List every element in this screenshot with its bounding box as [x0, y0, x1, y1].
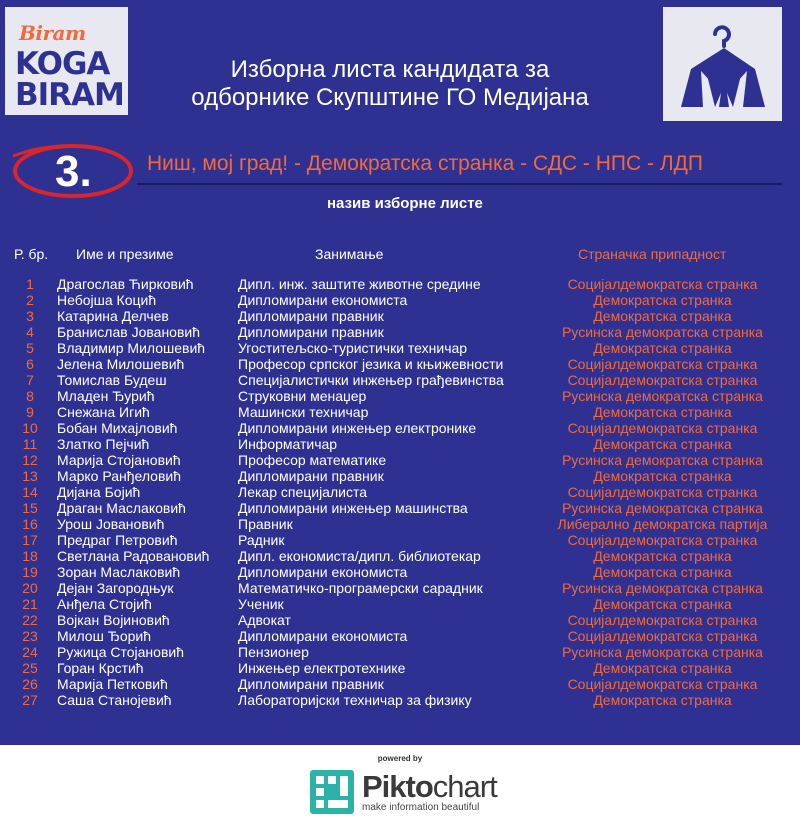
list-number: 3. [55, 147, 92, 196]
candidate-party: Социјалдемократска странка [567, 532, 758, 548]
brand-part-b: chart [432, 769, 497, 804]
logo-line-3: BIRAM [15, 77, 124, 113]
candidate-list [0, 276, 800, 708]
candidate-name: Анђела Стојић [57, 596, 152, 612]
candidate-occupation: Дипл. економиста/дипл. библиотекар [238, 548, 481, 564]
candidate-occupation: Правник [238, 516, 293, 532]
candidate-number: 12 [22, 452, 38, 468]
candidate-name: Бранислав Јовановић [57, 324, 201, 340]
title-line-1: Изборна листа кандидата за [230, 56, 550, 83]
candidate-occupation: Информатичар [238, 436, 338, 452]
candidate-number: 6 [26, 356, 34, 372]
candidate-number: 8 [26, 388, 34, 404]
list-name-underline [137, 183, 782, 185]
candidate-name: Урош Јовановић [57, 516, 165, 532]
candidate-occupation: Дипломирани инжењер електронике [238, 420, 477, 436]
candidate-occupation: Дипл. инж. заштите животне средине [238, 276, 481, 292]
candidate-occupation: Дипломирани правник [238, 324, 384, 340]
candidate-row [0, 436, 800, 452]
candidate-row [0, 484, 800, 500]
candidate-party: Социјалдемократска странка [567, 676, 758, 692]
candidate-party: Русинска демократска странка [562, 580, 763, 596]
candidate-number: 2 [26, 292, 34, 308]
candidate-party: Русинска демократска странка [562, 324, 763, 340]
logo-line-2: KOGA [15, 46, 110, 82]
piktochart-brand [362, 769, 497, 805]
candidate-row [0, 628, 800, 644]
candidate-occupation: Дипломирани правник [238, 308, 384, 324]
candidate-row [0, 340, 800, 356]
piktochart-footer [0, 745, 800, 825]
candidate-party: Либерално демократска партија [557, 516, 768, 532]
candidate-name: Катарина Делчев [57, 308, 169, 324]
candidate-occupation: Пензионер [238, 644, 309, 660]
candidate-occupation: Адвокат [238, 612, 291, 628]
candidate-row [0, 612, 800, 628]
candidate-party: Социјалдемократска странка [567, 628, 758, 644]
candidate-row [0, 676, 800, 692]
candidate-party: Социјалдемократска странка [567, 612, 758, 628]
candidate-row [0, 404, 800, 420]
candidate-number: 7 [26, 372, 34, 388]
candidate-occupation: Струковни менаџер [238, 388, 367, 404]
candidate-occupation: Радник [238, 532, 285, 548]
candidate-occupation: Математичко-програмерски сарадник [238, 580, 483, 596]
candidate-name: Предраг Петровић [57, 532, 178, 548]
candidate-name: Светлана Радовановић [57, 548, 210, 564]
candidate-occupation: Ученик [238, 596, 284, 612]
candidate-number: 13 [22, 468, 38, 484]
candidate-number: 25 [22, 660, 38, 676]
header-occupation: Занимање [315, 246, 384, 262]
candidate-party: Демократска странка [593, 292, 732, 308]
candidate-row [0, 292, 800, 308]
brand-part-a: Pikto [362, 769, 433, 804]
candidate-party: Демократска странка [593, 404, 732, 420]
candidate-name: Марко Ранђеловић [57, 468, 182, 484]
candidate-party: Русинска демократска странка [562, 452, 763, 468]
piktochart-logo-icon [310, 770, 354, 816]
page-title [150, 56, 630, 112]
candidate-party: Русинска демократска странка [562, 500, 763, 516]
candidate-name: Небојша Коцић [57, 292, 157, 308]
candidate-party: Демократска странка [593, 340, 732, 356]
candidate-number: 24 [22, 644, 38, 660]
candidate-occupation: Дипломирани економиста [238, 564, 408, 580]
candidate-name: Младен Ђурић [57, 388, 155, 404]
candidate-number: 26 [22, 676, 38, 692]
candidate-row [0, 468, 800, 484]
candidate-occupation: Специјалистички инжењер грађевинства [238, 372, 504, 388]
powered-by-label: powered by [377, 754, 423, 763]
candidate-party: Демократска странка [593, 468, 732, 484]
candidate-row [0, 532, 800, 548]
candidate-name: Марија Петковић [57, 676, 168, 692]
candidate-name: Драгослав Ћирковић [57, 276, 194, 292]
candidate-row [0, 660, 800, 676]
candidate-row [0, 516, 800, 532]
candidate-name: Бобан Михајловић [57, 420, 178, 436]
candidate-row [0, 548, 800, 564]
candidate-party: Демократска странка [593, 596, 732, 612]
candidate-party: Русинска демократска странка [562, 388, 763, 404]
candidate-occupation: Лекар специјалиста [238, 484, 368, 500]
candidate-number: 17 [22, 532, 38, 548]
candidate-party: Демократска странка [593, 564, 732, 580]
candidate-number: 18 [22, 548, 38, 564]
candidate-party: Русинска демократска странка [562, 644, 763, 660]
candidate-name: Војкан Војиновић [57, 612, 170, 628]
candidate-occupation: Професор математике [238, 452, 387, 468]
candidate-name: Милош Ђорић [57, 628, 152, 644]
candidate-party: Социјалдемократска странка [567, 420, 758, 436]
biram-koga-biram-logo [5, 7, 128, 115]
candidate-name: Владимир Милошевић [57, 340, 206, 356]
candidate-number: 22 [22, 612, 38, 628]
candidate-party: Социјалдемократска странка [567, 276, 758, 292]
title-line-2: одборнике Скупштине ГО Медијана [191, 84, 589, 111]
candidate-row [0, 596, 800, 612]
candidate-number: 23 [22, 628, 38, 644]
candidate-name: Томислав Будеш [57, 372, 167, 388]
candidate-party: Социјалдемократска странка [567, 356, 758, 372]
candidate-name: Марија Стојановић [57, 452, 181, 468]
candidate-row [0, 644, 800, 660]
candidate-row [0, 308, 800, 324]
candidate-name: Зоран Маслаковић [57, 564, 181, 580]
candidate-occupation: Угоститељско-туристички техничар [238, 340, 468, 356]
candidate-row [0, 692, 800, 708]
candidate-row [0, 324, 800, 340]
candidate-number: 1 [26, 276, 34, 292]
candidate-number: 3 [26, 308, 34, 324]
candidate-number: 16 [22, 516, 38, 532]
candidate-number: 15 [22, 500, 38, 516]
candidate-number: 11 [22, 436, 38, 452]
piktochart-tagline: make information beautiful [362, 802, 480, 813]
candidate-name: Дијана Бојић [57, 484, 141, 500]
candidate-occupation: Дипломирани инжењер машинства [238, 500, 468, 516]
candidate-number: 5 [26, 340, 34, 356]
candidate-row [0, 452, 800, 468]
candidate-party: Демократска странка [593, 436, 732, 452]
candidate-row [0, 500, 800, 516]
candidate-party: Демократска странка [593, 692, 732, 708]
candidate-row [0, 388, 800, 404]
candidate-occupation: Инжењер електротехнике [238, 660, 406, 676]
header-number: Р. бр. [14, 246, 49, 262]
candidate-name: Драган Маслаковић [57, 500, 186, 516]
candidate-name: Златко Пејчић [57, 436, 150, 452]
candidate-name: Дејан Загородњук [57, 580, 174, 596]
candidate-party: Социјалдемократска странка [567, 484, 758, 500]
header-party: Страначка припадност [578, 246, 727, 262]
candidate-occupation: Дипломирани правник [238, 468, 384, 484]
candidate-number: 20 [22, 580, 38, 596]
candidate-row [0, 372, 800, 388]
candidate-party: Демократска странка [593, 308, 732, 324]
candidate-number: 10 [22, 420, 38, 436]
candidate-number: 27 [22, 692, 38, 708]
candidate-name: Горан Крстић [57, 660, 144, 676]
candidate-name: Јелена Милошевић [57, 356, 185, 372]
candidate-row [0, 564, 800, 580]
candidate-number: 21 [22, 596, 38, 612]
candidate-party: Социјалдемократска странка [567, 372, 758, 388]
candidate-number: 4 [26, 324, 34, 340]
candidate-row [0, 356, 800, 372]
hanger-jacket-icon [663, 7, 782, 121]
candidate-row [0, 420, 800, 436]
candidate-name: Снежана Игић [57, 404, 150, 420]
candidate-party: Демократска странка [593, 660, 732, 676]
candidate-occupation: Машински техничар [238, 404, 369, 420]
candidate-occupation: Дипломирани економиста [238, 628, 408, 644]
candidate-occupation: Дипломирани економиста [238, 292, 408, 308]
list-name: Ниш, мој град! - Демократска странка - СДС - НПС - ЛДП [147, 152, 703, 175]
logo-line-1: Biram [19, 21, 86, 45]
candidate-name: Саша Станојевић [57, 692, 172, 708]
list-subtitle: назив изборне листе [327, 195, 483, 212]
header-name: Име и презиме [76, 246, 174, 262]
candidate-name: Ружица Стојановић [57, 644, 184, 660]
candidate-occupation: Дипломирани правник [238, 676, 384, 692]
candidate-row [0, 276, 800, 292]
candidate-occupation: Лабораторијски техничар за физику [238, 692, 472, 708]
candidate-occupation: Професор српског језика и књижевности [238, 356, 504, 372]
candidate-number: 14 [22, 484, 38, 500]
candidate-row [0, 580, 800, 596]
candidate-number: 9 [26, 404, 34, 420]
candidate-number: 19 [22, 564, 38, 580]
candidate-party: Демократска странка [593, 548, 732, 564]
